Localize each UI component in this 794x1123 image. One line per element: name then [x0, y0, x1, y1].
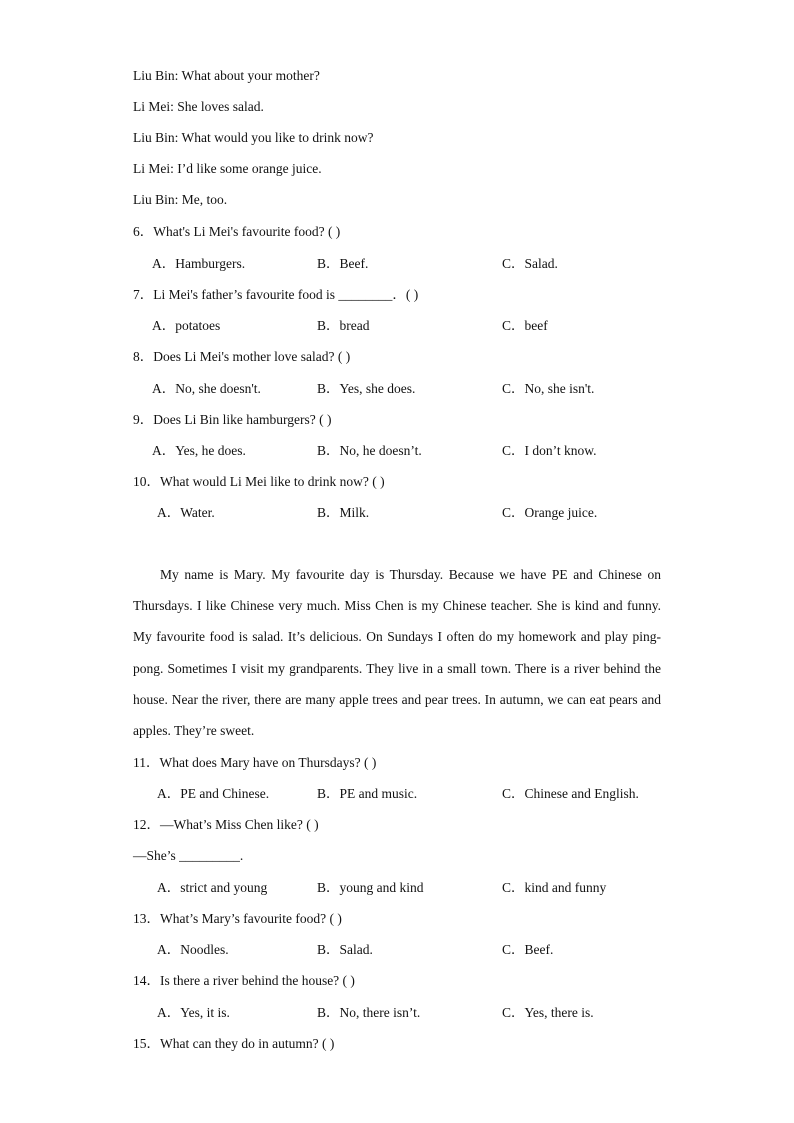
question-10-option-a: A．Water.	[157, 505, 215, 520]
question-8-option-c: C．No, she isn't.	[502, 381, 595, 396]
question-9-option-a: A．Yes, he does.	[152, 443, 246, 458]
question-13-option-c: C．Beef.	[502, 942, 554, 957]
reading-passage-text: My name is Mary. My favourite day is Thursday. Because we have PE and Chinese on Thursdays. I like Chinese very much. Miss Chen is my Chinese teacher. She is kind and funny. My favourite food is salad. It’s delicious. On Sundays I often do my homework and play ping-pong. Sometimes I visit my grandparents. They live in a small town. There is a river behind the house. Near the river, there are many apple trees and pear trees. In autumn, we can eat pears and apples. They’re sweet.	[133, 567, 661, 739]
question-12: 12．—What’s Miss Chen like? ( )	[133, 817, 319, 832]
question-6-option-b: B．Beef.	[317, 256, 369, 271]
question-6: 6．What's Li Mei's favourite food? ( )	[133, 224, 341, 239]
question-7-option-a: A．potatoes	[152, 318, 221, 333]
question-9: 9．Does Li Bin like hamburgers? ( )	[133, 412, 332, 427]
dialogue-line: Liu Bin: What about your mother?	[133, 68, 320, 83]
dialogue-line: Li Mei: She loves salad.	[133, 99, 264, 114]
question-7: 7．Li Mei's father’s favourite food is ________．( )	[133, 287, 419, 302]
dialogue-line: Liu Bin: What would you like to drink now?	[133, 130, 374, 145]
question-11-option-c: C．Chinese and English.	[502, 786, 639, 801]
question-7-option-b: B．bread	[317, 318, 370, 333]
question-6-option-c: C．Salad.	[502, 256, 558, 271]
question-10-option-b: B．Milk.	[317, 505, 370, 520]
question-10-option-c: C．Orange juice.	[502, 505, 598, 520]
question-12-response: —She’s _________.	[133, 848, 244, 863]
question-12-option-a: A．strict and young	[157, 880, 268, 895]
reading-passage	[133, 559, 661, 746]
question-13-option-b: B．Salad.	[317, 942, 373, 957]
question-14: 14．Is there a river behind the house? ( )	[133, 973, 355, 988]
question-10: 10．What would Li Mei like to drink now? ( )	[133, 474, 385, 489]
question-8-option-b: B．Yes, she does.	[317, 381, 416, 396]
question-9-option-b: B．No, he doesn’t.	[317, 443, 422, 458]
question-14-option-a: A．Yes, it is.	[157, 1005, 230, 1020]
question-15: 15．What can they do in autumn? ( )	[133, 1036, 335, 1051]
question-8: 8．Does Li Mei's mother love salad? ( )	[133, 349, 351, 364]
question-11-option-a: A．PE and Chinese.	[157, 786, 270, 801]
question-12-option-b: B．young and kind	[317, 880, 424, 895]
dialogue-line: Liu Bin: Me, too.	[133, 192, 228, 207]
question-9-option-c: C．I don’t know.	[502, 443, 597, 458]
question-6-option-a: A．Hamburgers.	[152, 256, 246, 271]
question-7-option-c: C．beef	[502, 318, 548, 333]
question-8-option-a: A．No, she doesn't.	[152, 381, 261, 396]
question-11-option-b: B．PE and music.	[317, 786, 418, 801]
question-14-option-c: C．Yes, there is.	[502, 1005, 594, 1020]
question-13: 13．What’s Mary’s favourite food? ( )	[133, 911, 342, 926]
question-12-option-c: C．kind and funny	[502, 880, 607, 895]
question-11: 11．What does Mary have on Thursdays? ( )	[133, 755, 377, 770]
question-14-option-b: B．No, there isn’t.	[317, 1005, 421, 1020]
question-13-option-a: A．Noodles.	[157, 942, 229, 957]
dialogue-line: Li Mei: I’d like some orange juice.	[133, 161, 322, 176]
